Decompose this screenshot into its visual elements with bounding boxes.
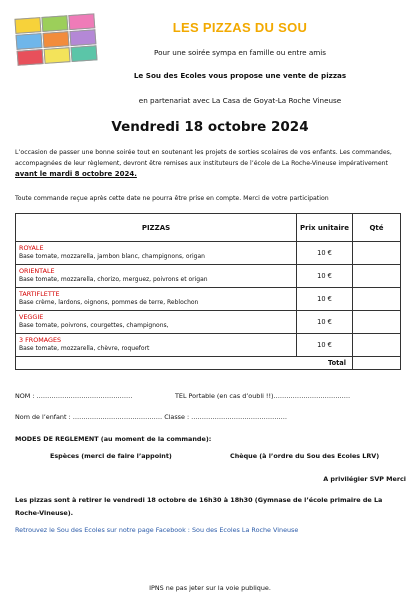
total-label: Total [16,357,353,370]
pickup-info: Les pizzas sont à retirer le vendredi 18 octobre de 16h30 à 18h30 (Gymnase de l’école primaire de La Roche-Vineuse). [15,496,383,517]
qty-input-cell[interactable] [353,265,401,288]
info-paragraph [15,147,408,180]
payment-preference: A privilégier SVP Merci [323,475,406,483]
pizza-name: 3 FROMAGES [19,336,62,344]
payment-title: MODES DE REGLEMENT (au moment de la commande): [15,435,212,443]
intro-line-2: Le Sou des Ecoles vous propose une vente de pizzas [133,71,347,80]
table-row [16,242,401,265]
pizza-desc: Base crème, lardons, oignons, pommes de terre, Reblochon [19,299,199,306]
payment-cash: Espèces (merci de faire l’appoint) [50,452,172,460]
table-row [16,265,401,288]
col-header-price: Prix unitaire [297,214,353,242]
pizza-price: 10 € [297,242,353,265]
pizza-cell [16,265,297,288]
deadline: avant le mardi 8 octobre 2024. [15,170,137,178]
pizza-desc: Base tomate, mozzarella, chèvre, roquefort [19,345,150,352]
pizza-desc: Base tomate, mozzarella, jambon blanc, champignons, origan [19,253,205,260]
intro-line-1: Pour une soirée sympa en famille ou entre amis [154,48,326,57]
pizza-cell [16,334,297,357]
pizza-name: VEGGIE [19,313,44,321]
table-header-row [16,214,401,242]
pizza-price: 10 € [297,288,353,311]
pizza-desc: Base tomate, poivrons, courgettes, champignons, [19,322,169,329]
pizza-price: 10 € [297,265,353,288]
late-order-note: Toute commande reçue après cette date ne pourra être prise en compte. Merci de votre participation [15,195,329,202]
pizza-cell [16,311,297,334]
pizza-price: 10 € [297,311,353,334]
pizza-name: ROYALE [19,244,44,252]
table-row [16,334,401,357]
table-row [16,288,401,311]
total-row [16,357,401,370]
info-text: L’occasion de passer une bonne soirée tout en soutenant les projets de sorties scolaires de vos enfants. Les commandes, accompagnées de leur règlement, devront être remises aux instituteurs de l’école de La Roche-Vineuse impérativement [15,149,392,167]
footer-note: IPNS ne pas jeter sur la voie publique. [149,584,271,592]
order-table [15,213,401,370]
qty-input-cell[interactable] [353,288,401,311]
pizza-name: ORIENTALE [19,267,55,275]
col-header-pizzas: PIZZAS [16,214,297,242]
col-header-qty: Qté [353,214,401,242]
event-date: Vendredi 18 octobre 2024 [111,119,309,135]
name-field[interactable]: NOM : ……………………………………… [15,392,133,400]
phone-field[interactable]: TEL Portable (en cas d’oubli !!)……………………………… [175,392,351,400]
child-class-field[interactable]: Nom de l’enfant : …………………………………… Classe : ……………………………………… [15,413,288,421]
pizza-name: TARTIFLETTE [19,290,60,298]
payment-cheque: Chèque (à l’ordre du Sou des Ecoles LRV) [230,452,380,460]
table-row [16,311,401,334]
page-title: LES PIZZAS DU SOU [172,20,308,35]
facebook-link[interactable]: Retrouvez le Sou des Ecoles sur notre page Facebook : Sou des Ecoles La Roche Vineuse [15,526,299,534]
qty-input-cell[interactable] [353,334,401,357]
qty-input-cell[interactable] [353,311,401,334]
pizza-price: 10 € [297,334,353,357]
pizza-cell [16,242,297,265]
pizza-cell [16,288,297,311]
qty-input-cell[interactable] [353,242,401,265]
total-input-cell[interactable] [353,357,401,370]
pizza-desc: Base tomate, mozzarella, chorizo, merguez, poivrons et origan [19,276,208,283]
intro-line-3: en partenariat avec La Casa de Goyat-La Roche Vineuse [138,96,342,105]
